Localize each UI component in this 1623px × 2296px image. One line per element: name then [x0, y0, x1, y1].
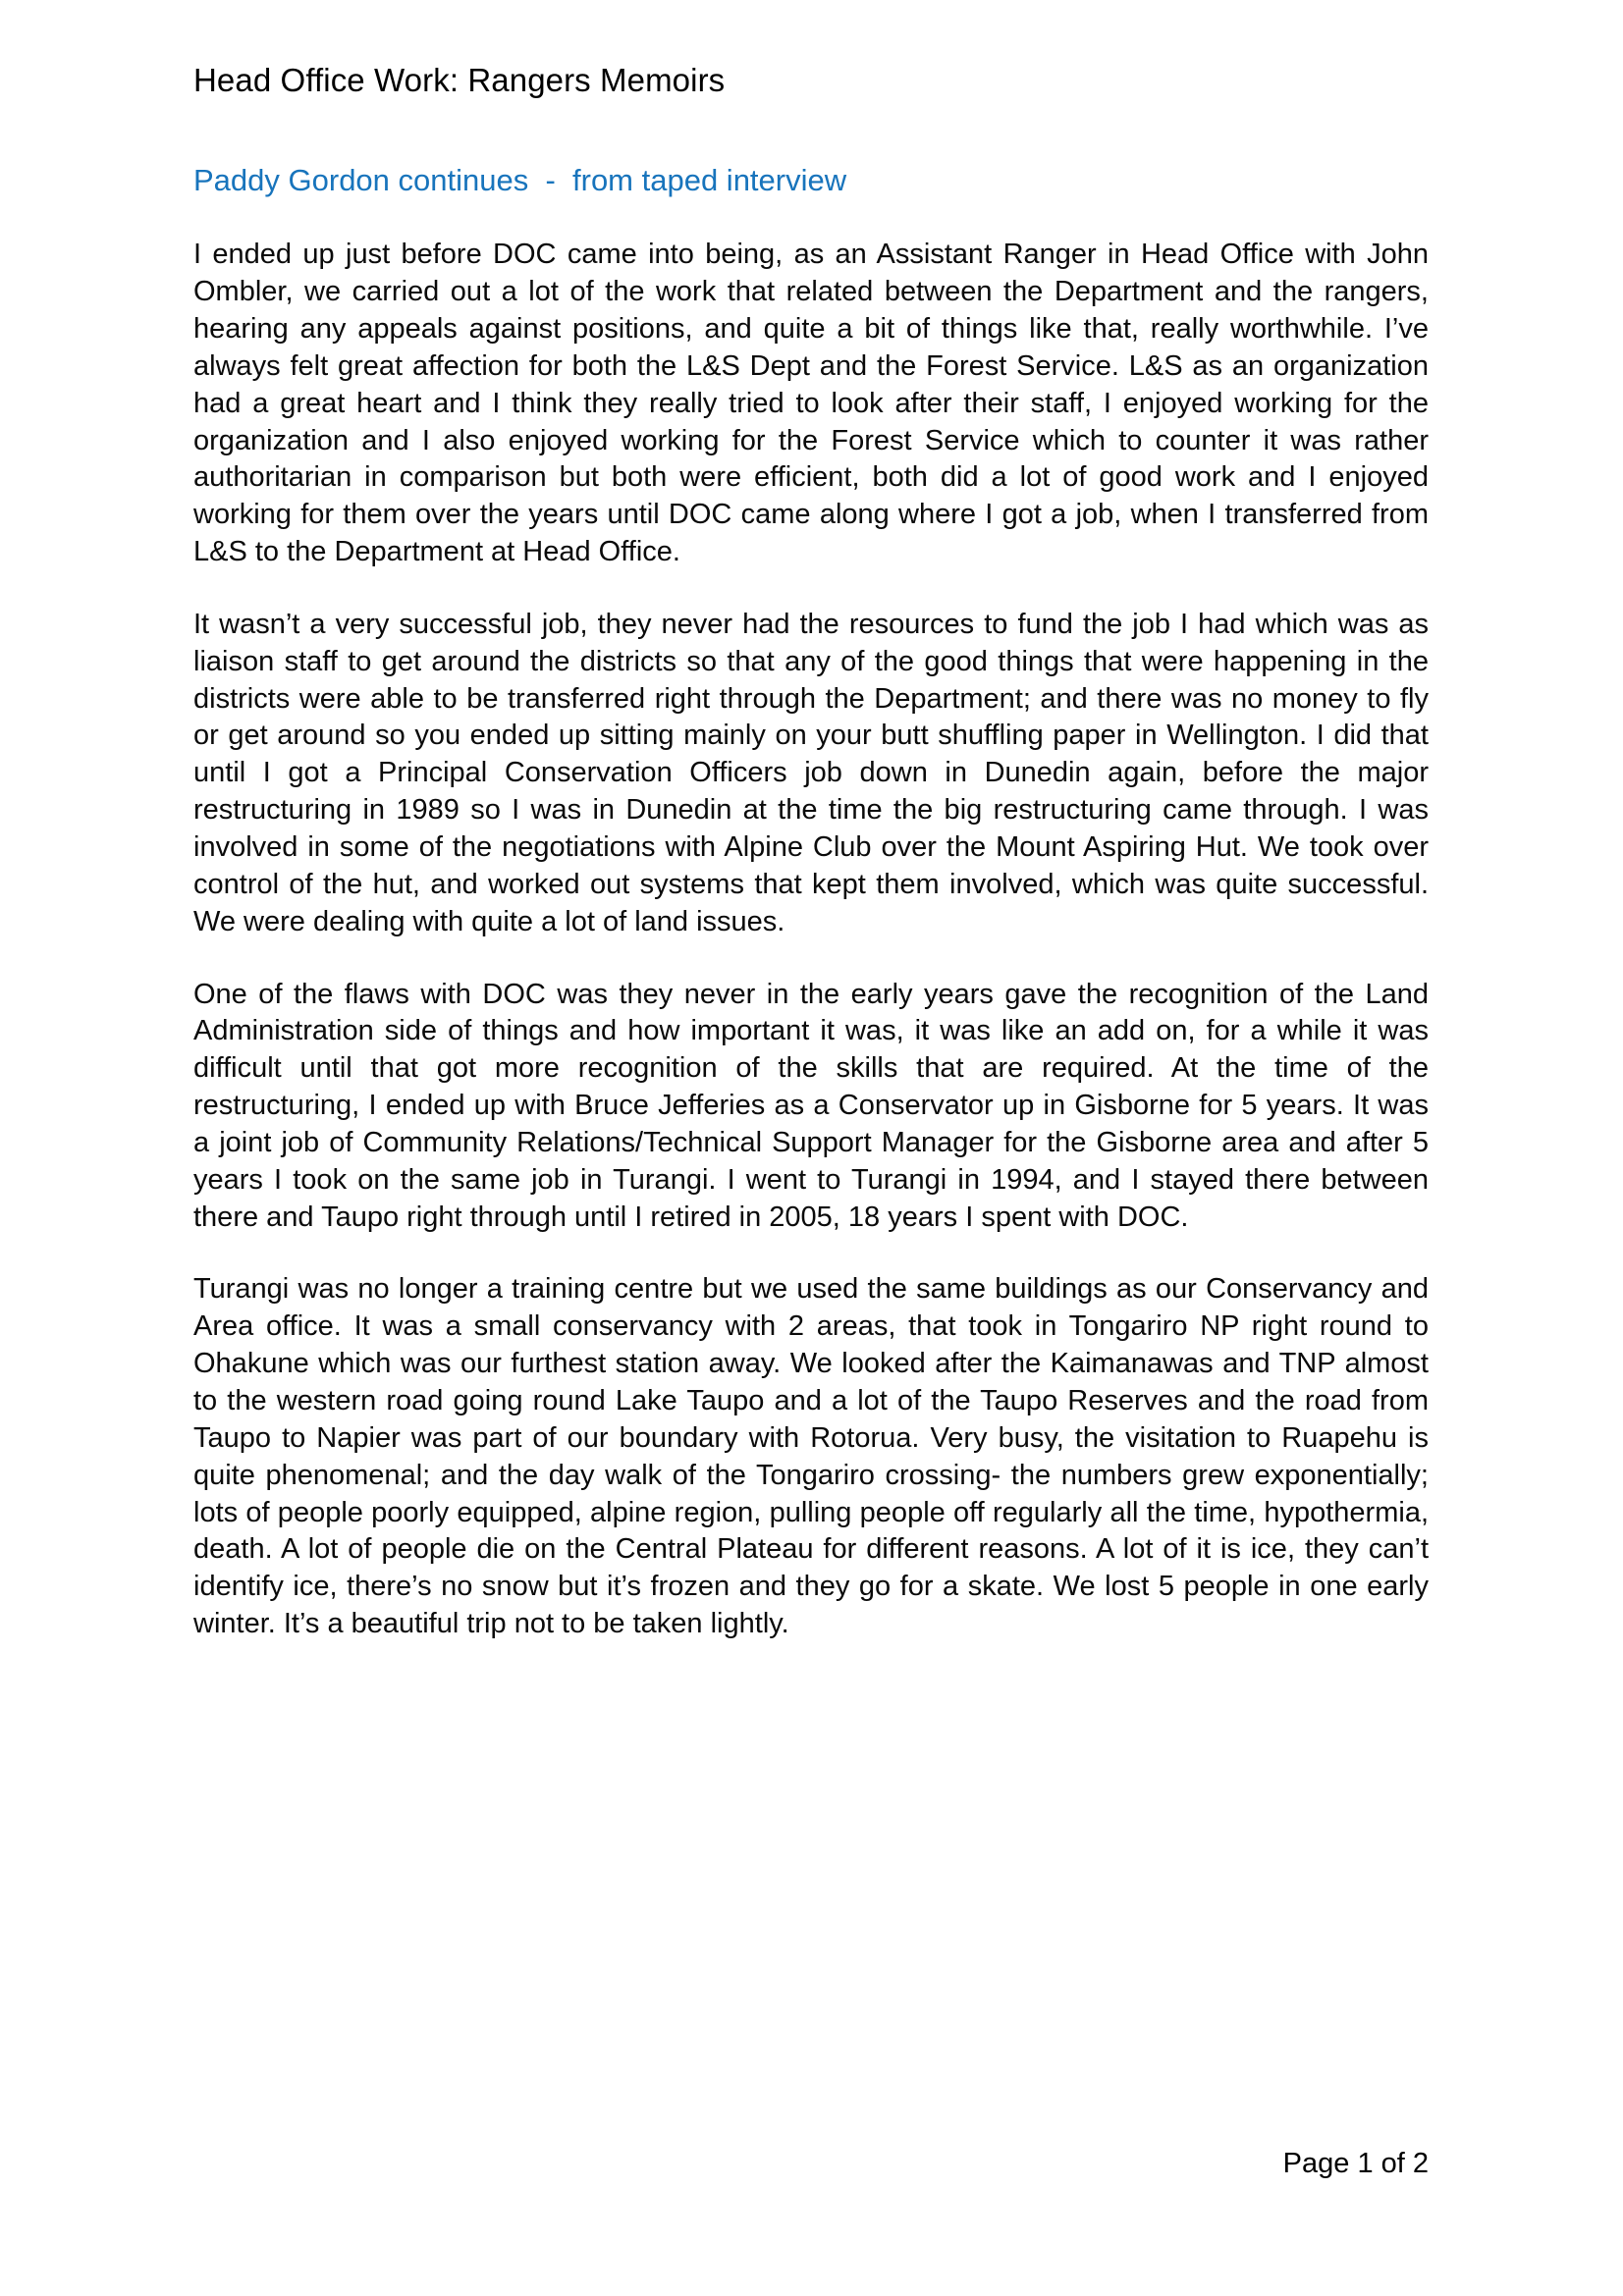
document-content	[193, 0, 1429, 1672]
page-footer: Page 1 of 2	[1282, 2148, 1429, 2179]
body-paragraph: I ended up just before DOC came into being, as an Assistant Ranger in Head Office with John Ombler, we carried out a lot of the work that related between the Department and the rangers, hearing any appeals against positions, and quite a bit of things like that, really worthwhile. I’ve always felt great affection for both the L&S Dept and the Forest Service. L&S as an organization had a great heart and I think they really tried to look after their staff, I enjoyed working for the organization and I also enjoyed working for the Forest Service which to counter it was rather authoritarian in comparison but both were efficient, both did a lot of good work and I enjoyed working for them over the years until DOC came along where I got a job, when I transferred from L&S to the Department at Head Office.	[193, 239, 1429, 568]
body-paragraph: It wasn’t a very successful job, they never had the resources to fund the job I had which was as liaison staff to get around the districts so that any of the good things that were happening in the districts were able to be transferred right through the Department; and there was no money to fly or get around so you ended up sitting mainly on your butt shuffling paper in Wellington. I did that until I got a Principal Conservation Officers job down in Dunedin again, before the major restructuring in 1989 so I was in Dunedin at the time the big restructuring came through. I was involved in some of the negotiations with Alpine Club over the Mount Aspiring Hut. We took over control of the hut, and worked out systems that kept them involved, which was quite successful. We were dealing with quite a lot of land issues.	[193, 608, 1429, 937]
section-heading: Paddy Gordon continues - from taped interview	[193, 162, 847, 197]
body-paragraph: One of the flaws with DOC was they never in the early years gave the recognition of the Land Administration side of things and how important it was, it was like an add on, for a while it was difficult until that got more recognition of the skills that are required. At the time of the restructuring, I ended up with Bruce Jefferies as a Conservator up in Gisborne for 5 years. It was a joint job of Community Relations/Technical Support Manager for the Gisborne area and after 5 years I took on the same job in Turangi. I went to Turangi in 1994, and I stayed there between there and Taupo right through until I retired in 2005, 18 years I spent with DOC.	[193, 978, 1429, 1233]
document-header-title: Head Office Work: Rangers Memoirs	[193, 62, 726, 98]
body-paragraph: Turangi was no longer a training centre but we used the same buildings as our Conservancy and Area office. It was a small conservancy with 2 areas, that took in Tongariro NP right round to Ohakune which was our furthest station away. We looked after the Kaimanawas and TNP almost to the western road going round Lake Taupo and a lot of the Taupo Reserves and the road from Taupo to Napier was part of our boundary with Rotorua. Very busy, the visitation to Ruapehu is quite phenomenal; and the day walk of the Tongariro crossing- the numbers grew exponentially; lots of people poorly equipped, alpine region, pulling people off regularly all the time, hypothermia, death. A lot of people die on the Central Plateau for different reasons. A lot of it is ice, they can’t identify ice, there’s no snow but it’s frozen and they go for a skate. We lost 5 people in one early winter. It’s a beautiful trip not to be taken lightly.	[193, 1273, 1429, 1640]
